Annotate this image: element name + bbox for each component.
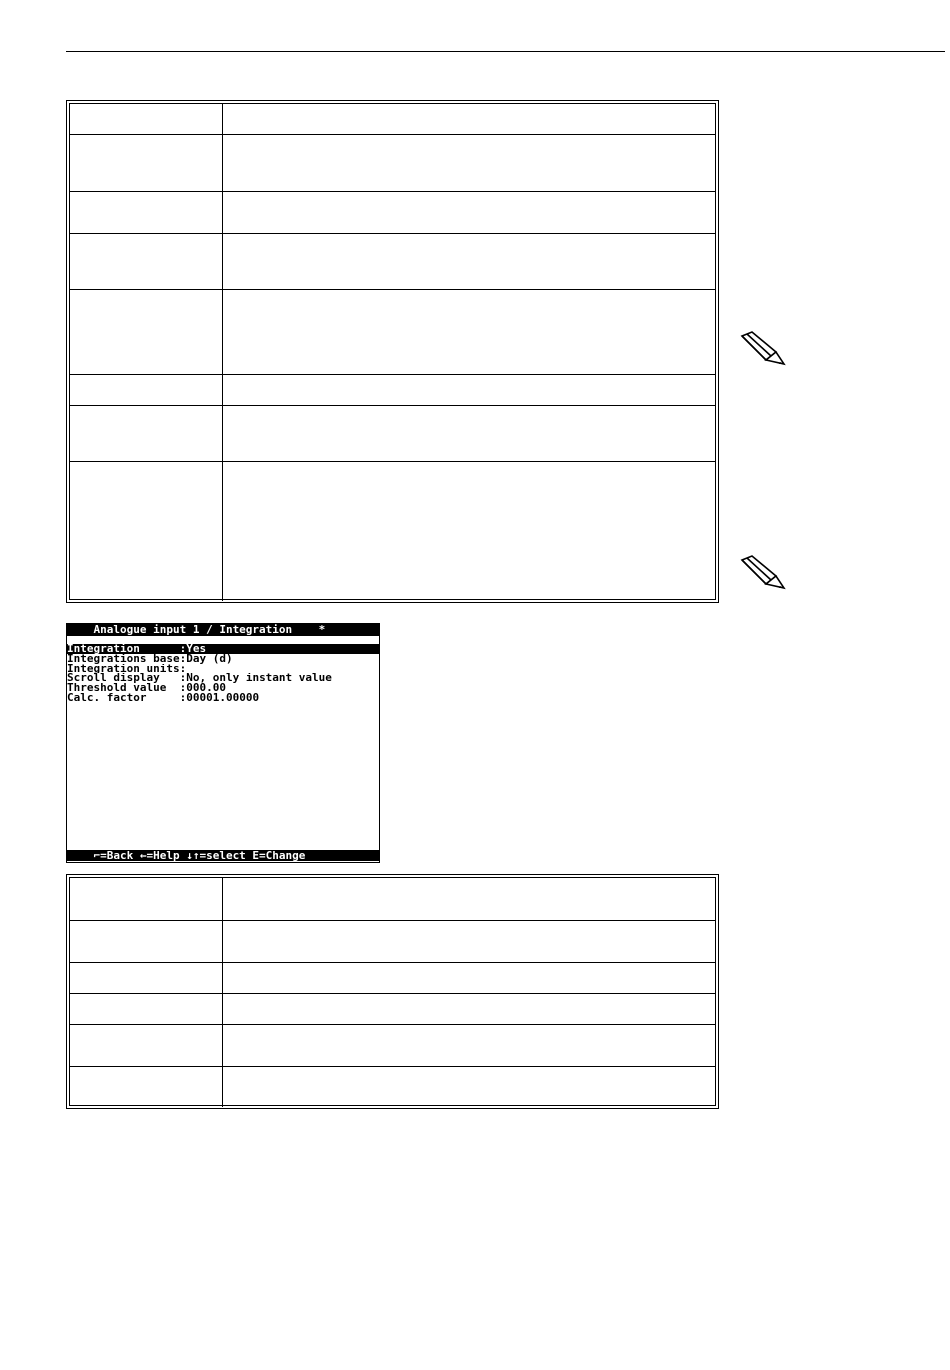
- table-row: [70, 1025, 715, 1067]
- menu-item-threshold-value[interactable]: Threshold value :000.00: [67, 683, 226, 693]
- table-row: [70, 290, 715, 375]
- menu-item-scroll-display[interactable]: Scroll display :No, only instant value: [67, 673, 332, 684]
- header-rule: [66, 51, 945, 52]
- table-row: [70, 921, 715, 963]
- table-row: [70, 135, 715, 192]
- table-row: [70, 963, 715, 994]
- menu-item-calc-factor[interactable]: Calc. factor :00001.00000: [67, 692, 260, 703]
- pencil-note-icon: [738, 554, 786, 590]
- menu-item-integration[interactable]: Integration :Yes: [67, 644, 379, 654]
- lower-parameter-table: [66, 874, 719, 1109]
- table-row: [70, 234, 715, 290]
- screen-title: Analogue input 1 / Integration *: [67, 624, 379, 636]
- menu-item-integrations-base[interactable]: Integrations base:Day (d): [67, 653, 233, 664]
- device-screen: [66, 623, 380, 863]
- table-row: [70, 1067, 715, 1107]
- table-row: [70, 375, 715, 406]
- table-row: [70, 192, 715, 234]
- table-row: [70, 104, 715, 135]
- menu-item-integration-units[interactable]: Integration units:: [67, 663, 187, 674]
- screen-menu: [67, 644, 379, 703]
- upper-parameter-table: [66, 100, 719, 603]
- table-row: [70, 994, 715, 1025]
- table-row: [70, 462, 715, 601]
- pencil-note-icon: [738, 330, 786, 366]
- table-row: [70, 406, 715, 462]
- table-row: [70, 878, 715, 921]
- screen-footer-help: ⌐=Back ←=Help ↓↑=select E=Change: [67, 850, 379, 861]
